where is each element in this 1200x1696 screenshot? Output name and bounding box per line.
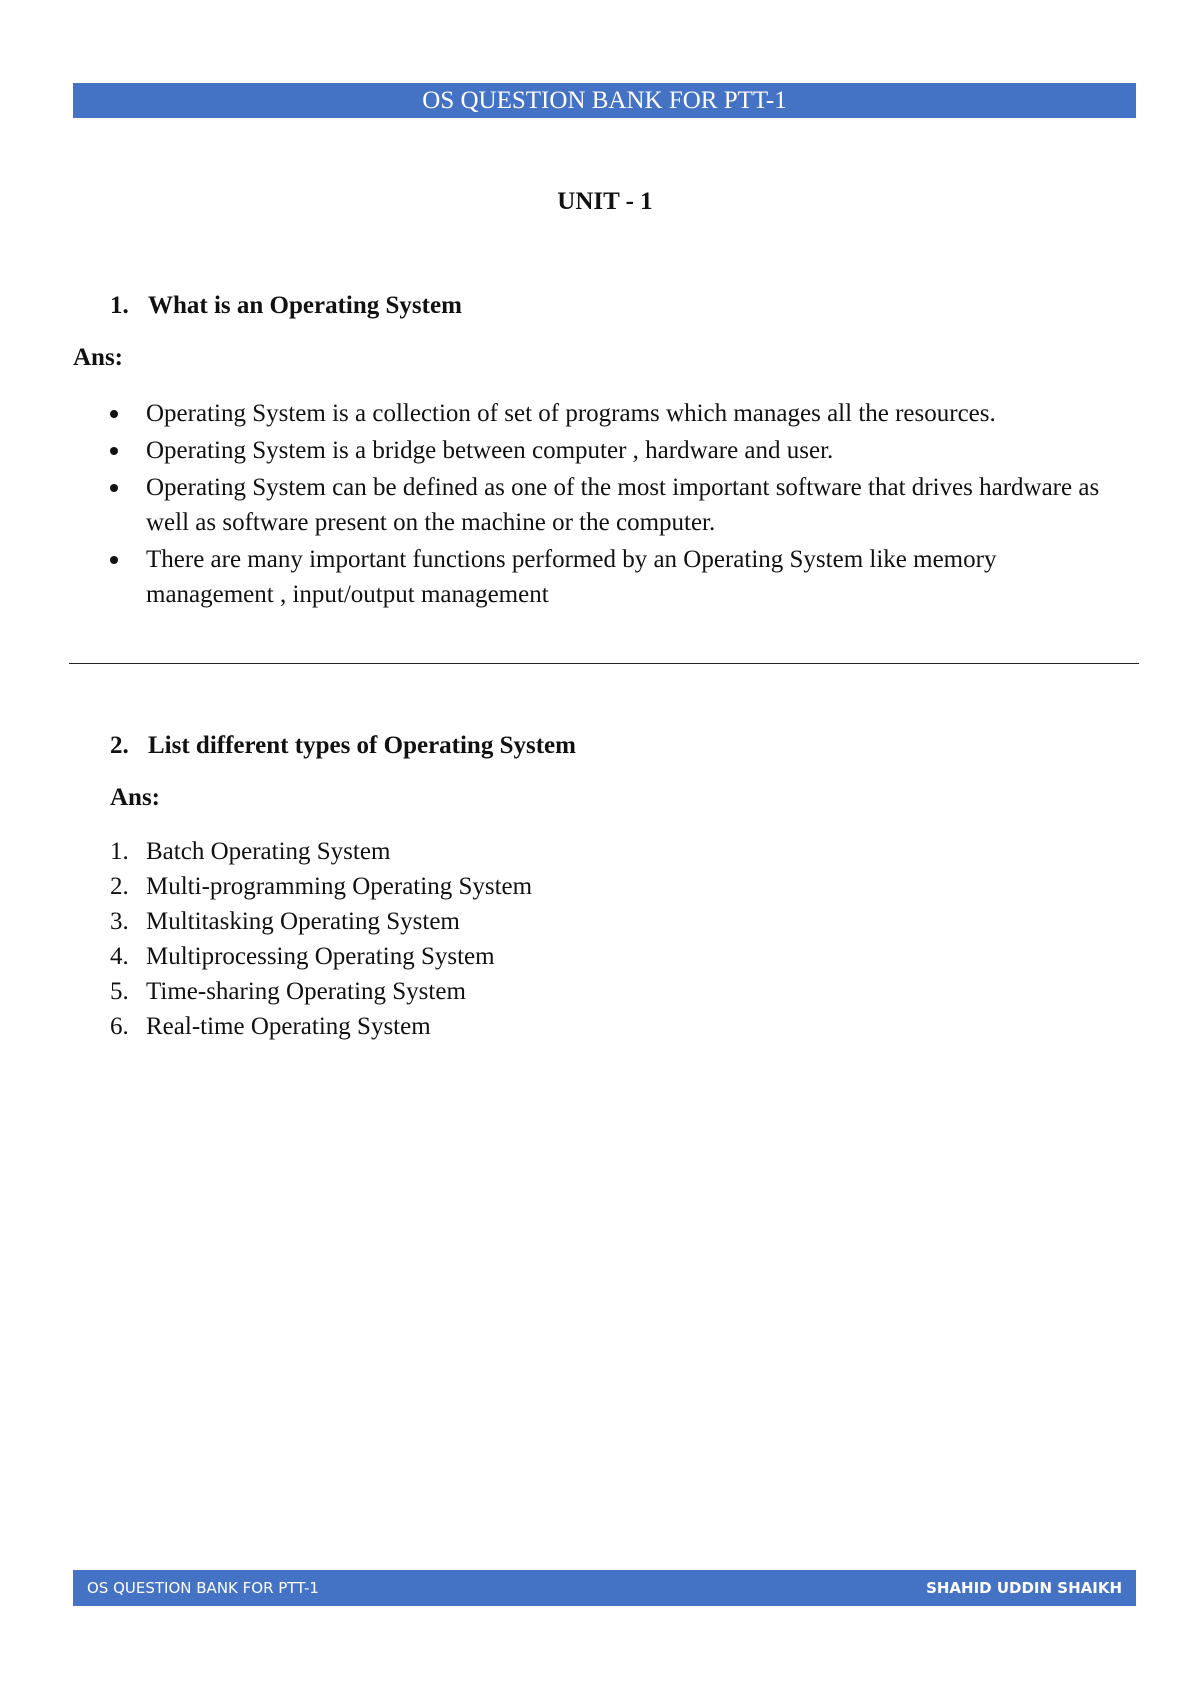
os-types-list (110, 834, 1010, 1044)
footer-bar (73, 1570, 1136, 1606)
bullet-text: Operating System is a bridge between computer , hardware and user. (146, 437, 834, 464)
item-text: Batch Operating System (146, 838, 391, 865)
question-1 (110, 290, 462, 322)
question-2-number: 2. (110, 732, 129, 759)
question-2 (110, 730, 576, 762)
list-item (110, 1009, 1010, 1044)
bullet-icon (110, 410, 118, 418)
question-1-number: 1. (110, 292, 129, 319)
bullet-icon (110, 556, 118, 564)
item-number: 1. (110, 838, 129, 865)
question-2-text: List different types of Operating System (148, 732, 576, 759)
answer-2-label: Ans: (110, 784, 161, 811)
list-item (110, 974, 1010, 1009)
item-text: Multitasking Operating System (146, 908, 460, 935)
footer-author: SHAHID UDDIN SHAIKH (926, 1579, 1122, 1597)
list-item (110, 904, 1010, 939)
list-item (110, 869, 1010, 904)
bullet-icon (110, 484, 118, 492)
list-item (110, 470, 1120, 540)
footer-left-text: OS QUESTION BANK FOR PTT-1 (87, 1579, 319, 1597)
section-divider (69, 663, 1139, 664)
item-number: 4. (110, 943, 129, 970)
list-item (110, 939, 1010, 974)
list-item (110, 542, 1120, 612)
item-text: Multi-programming Operating System (146, 873, 533, 900)
item-text: Time-sharing Operating System (146, 978, 466, 1005)
bullet-text: Operating System is a collection of set of programs which manages all the resources. (146, 400, 996, 427)
item-text: Multiprocessing Operating System (146, 943, 495, 970)
item-number: 2. (110, 873, 129, 900)
answer-1-bullets (110, 396, 1120, 614)
question-1-text: What is an Operating System (148, 292, 462, 319)
item-number: 5. (110, 978, 129, 1005)
bullet-text: There are many important functions performed by an Operating System like memory management , input/output management (146, 546, 997, 608)
bullet-icon (110, 447, 118, 455)
answer-1-label: Ans: (73, 344, 124, 371)
header-bar (73, 83, 1136, 118)
unit-title: UNIT - 1 (557, 188, 653, 215)
list-item (110, 433, 1120, 468)
item-number: 6. (110, 1013, 129, 1040)
bullet-text: Operating System can be defined as one of the most important software that drives hardware as well as software present on the machine or the computer. (146, 474, 1100, 536)
item-number: 3. (110, 908, 129, 935)
list-item (110, 834, 1010, 869)
header-title: OS QUESTION BANK FOR PTT-1 (422, 87, 787, 114)
list-item (110, 396, 1120, 431)
item-text: Real-time Operating System (146, 1013, 431, 1040)
